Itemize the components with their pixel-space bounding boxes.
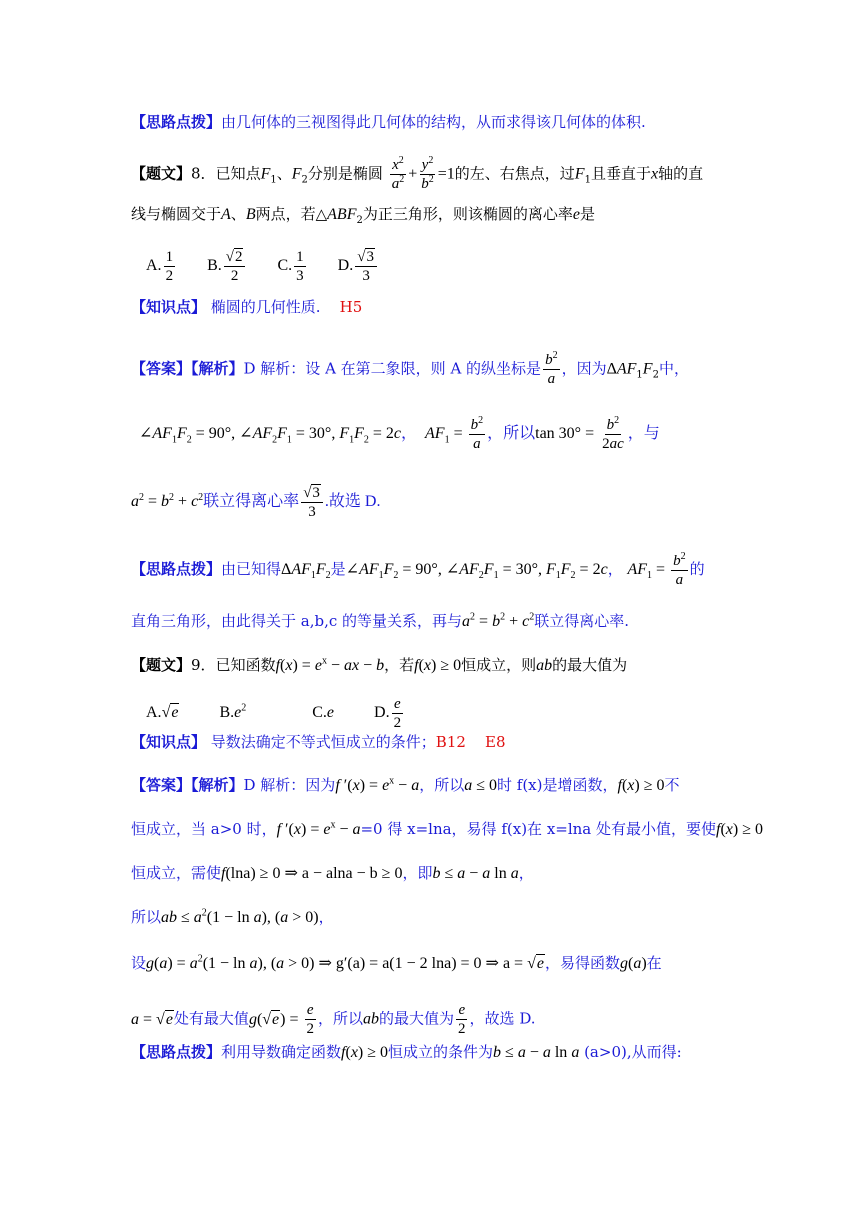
f2: F: [291, 165, 302, 183]
q9-text: 恒成立，则: [461, 656, 537, 674]
knowledge-code: B12: [435, 733, 466, 751]
knowledge-text: 导数法确定不等式恒成立的条件；: [206, 733, 436, 751]
point-b: B: [245, 206, 256, 223]
hint-tag: 【思路点拨】: [131, 113, 222, 131]
answer-text: 恒成立，需使: [131, 864, 222, 882]
answer-text: ，即: [402, 864, 433, 882]
option-label: B.: [207, 257, 222, 275]
option-c: C. $\frac{1}{3}$: [277, 249, 304, 284]
hint-9: 【思路点拨】利用导数确定函数f(x) ≥ 0恒成立的条件为b ≤ a − a ln a (a>0),从而得:: [131, 1043, 682, 1061]
answer-text: ，所以: [487, 425, 536, 443]
answer-text: 设: [131, 954, 147, 972]
answer-text: ，因为: [561, 359, 607, 378]
question-8-line-1: 【题文】8．已知点$F_1$、$F_2$分别是椭圆 $\frac{x^2}{a^2}$ + $\frac{y^2}{b^2}$ =1的左、右焦点，过$F_1$且垂直于x轴的直: [131, 155, 704, 192]
q8-text: 两点，若△: [255, 205, 328, 223]
answer-9-line-1: 【答案】【解析】D 解析：因为f $'(x) = e^x - a$，所以a ≤ 0时 f(x)是增函数，f(x) ≥ 0不: [131, 775, 680, 794]
f1: F: [260, 165, 271, 183]
option-b: $B.e^2$: [219, 702, 247, 722]
answer-8-line-2: $\angle AF_1F_2 = 90^\circ$, $\angle AF_2F_1 = 30^\circ$, $F_1F_2 = 2c$， $AF_1$ = $\frac{b^2}{a}$ ，所以tan 30° = $\frac{b^2}{2ac}$ ，与: [139, 415, 660, 452]
knowledge-text: 椭圆的几何性质.: [206, 298, 321, 316]
answer-9-line-4: 所以ab ≤ $a^2(1 - \ln a)$, (a > 0)，: [131, 907, 334, 926]
delta: Δ: [606, 360, 617, 378]
question-number: 8．: [191, 164, 216, 183]
option-label: C.: [277, 257, 293, 275]
knowledge-9: [131, 731, 740, 753]
q8-text: 且垂直于: [590, 164, 651, 183]
answer-8-line-3: $a^2 = b^2 + c^2$联立得离心率 $\frac{√3}{3}$ .故选 D.: [131, 485, 381, 520]
x: x: [650, 165, 659, 183]
answer-9-line-2: 恒成立，当 a>0 时，f $'(x) = e^x - a=0$ 得 x=lna，易得 f(x)在 x=lna 处有最小值，要使f(x) ≥ 0: [131, 819, 764, 838]
answer-text: .故选 D.: [324, 493, 381, 511]
hint-text: 由已知得: [221, 560, 282, 579]
ellipse-y-term: $\frac{y^2}{b^2}$: [421, 155, 434, 192]
option-c: C.e: [312, 704, 335, 722]
option-b: B. $\frac{√2}{2}$: [207, 248, 247, 285]
answer-text: =0 得 x=lna，易得 f(x)在 x=lna 处有最小值，要使: [360, 820, 717, 838]
answer-text: 联立得离心率: [203, 493, 300, 511]
hint-text: 利用导数确定函数: [221, 1043, 342, 1061]
q8-text: 已知点: [215, 164, 261, 183]
q8-text: 的左、右焦点，过: [454, 164, 575, 183]
question-tag: 【题文】: [131, 164, 192, 183]
answer-text: ，所以: [318, 1009, 364, 1028]
answer-text: 时 f(x)是增函数，: [497, 776, 618, 794]
option-d: D. $\frac{e}{2}$: [374, 696, 402, 731]
answer-text: 所以: [131, 908, 162, 926]
ellipse-x-term: $\frac{x^2}{a^2}$: [391, 155, 405, 192]
q8-text: 轴的直: [658, 164, 704, 183]
answer-8-line-1: 【答案】【解析】D 解析：设 A 在第二象限，则 A 的纵坐标是 $\frac{b^2}{a}$ ，因为$\Delta AF_1F_2$中，: [131, 350, 689, 387]
answer-text: 处有最大值: [173, 1009, 249, 1028]
question-8-options: [146, 248, 740, 285]
tan-30: tan 30: [535, 425, 575, 443]
hint-tag: 【思路点拨】: [131, 560, 222, 579]
hint-line: [131, 111, 740, 133]
knowledge-code: E8: [485, 733, 506, 751]
answer-tag: 【答案】【解析】: [131, 359, 244, 378]
option-label: A.: [146, 257, 162, 275]
q9-text: 的最大值为: [552, 656, 628, 674]
question-number: 9．: [191, 656, 216, 674]
triangle-abf: ABF: [327, 206, 357, 223]
answer-text: 的最大值为: [379, 1009, 455, 1028]
answer-text: D 解析：设 A 在第二象限，则 A 的纵坐标是: [243, 359, 542, 378]
q9-text: 已知函数: [215, 656, 276, 674]
point-a: A: [221, 206, 231, 223]
option-label: B.: [219, 704, 235, 722]
knowledge-8: [131, 296, 740, 318]
answer-text: ，与: [627, 425, 660, 443]
q8-text: 、: [230, 205, 246, 223]
q9-text: ，若: [384, 656, 415, 674]
q8-text: 是: [579, 205, 595, 223]
answer-text: ，易得函数: [544, 954, 620, 972]
knowledge-tag: 【知识点】: [131, 733, 207, 751]
option-a: A.√e: [146, 704, 179, 722]
sep: 、: [276, 164, 292, 183]
ab: ab: [536, 657, 553, 674]
e: e: [572, 206, 580, 223]
option-label: D.: [374, 704, 390, 722]
hint-text: 直角三角形，由此得关于 a,b,c 的等量关系，再与: [131, 612, 463, 630]
hint-8-line-2: 直角三角形，由此得关于 a,b,c 的等量关系，再与$a^2 = b^2 + c^2$联立得离心率.: [131, 611, 629, 630]
answer-tag: 【答案】【解析】: [131, 776, 244, 794]
answer-9-line-3: 恒成立，需使f(lna) ≥ 0 ⇒ a − alna − b ≥ 0，即b ≤ a − a ln a，: [131, 864, 534, 882]
option-label: D.: [337, 257, 354, 275]
answer-9-line-6: a = √e处有最大值g(√e) = $\frac{e}{2}$ ，所以ab的最大值为 $\frac{e}{2}$ ，故选 D.: [131, 1002, 536, 1038]
hint-text: ，: [607, 560, 623, 579]
hint-text: 由几何体的三视图得此几何体的结构，从而求得该几何体的体积.: [221, 113, 646, 131]
option-a: A. $\frac{1}{2}$: [146, 249, 174, 284]
question-8-line-2: 线与椭圆交于A、B两点，若$\triangle ABF_2$为正三角形，则该椭圆的离心率e是: [131, 205, 595, 226]
answer-9-line-5: 设$g(a) = a^2(1 - \ln a)$, (a > 0) ⇒ g′(a) = a(1 − 2 lna) = 0 ⇒ a = √e，易得函数g(a)在: [131, 953, 662, 972]
answer-text: 不: [664, 776, 680, 794]
hint-text: 恒成立的条件为: [388, 1043, 494, 1061]
answer-text: D 解析：因为: [243, 776, 336, 794]
knowledge-tag: 【知识点】: [131, 298, 207, 316]
answer-text: 中，: [658, 359, 689, 378]
q8-text: 线与椭圆交于: [131, 205, 222, 223]
knowledge-code: H5: [339, 298, 363, 316]
answer-text: ，所以: [419, 776, 465, 794]
question-9-options: [146, 695, 740, 732]
hint-text: 联立得离心率.: [534, 612, 629, 630]
hint-text: (a>0),从而得:: [579, 1043, 682, 1061]
answer-text: 恒成立，当 a>0 时，: [131, 820, 277, 838]
question-9-line: 【题文】9．已知函数$f(x) = e^x$ − ax − b，若f(x) ≥ 0恒成立，则ab的最大值为: [131, 655, 628, 674]
hint-8-line-1: 【思路点拨】由已知得$\Delta AF_1F_2$是$\angle AF_1F_2 = 90^\circ$, $\angle AF_2F_1 = 30^\circ$, $F_1F_2 = 2c$， $AF_1$ = $\frac{b^2}{a}$ 的: [131, 551, 705, 588]
option-d: D. $\frac{√3}{3}$: [338, 248, 379, 285]
answer-text: 在: [646, 954, 662, 972]
hint-tag: 【思路点拨】: [131, 1043, 222, 1061]
hint-text: 是: [330, 560, 346, 579]
hint-text: 的: [689, 560, 705, 579]
option-label: C.: [312, 704, 327, 722]
answer-text: ，故选 D.: [469, 1009, 536, 1028]
option-label: A.: [146, 704, 162, 722]
question-tag: 【题文】: [131, 656, 192, 674]
q8-text: 分别是椭圆: [307, 164, 383, 183]
answer-text: ，: [401, 425, 418, 443]
q8-text: 为正三角形，则该椭圆的离心率: [362, 205, 573, 223]
